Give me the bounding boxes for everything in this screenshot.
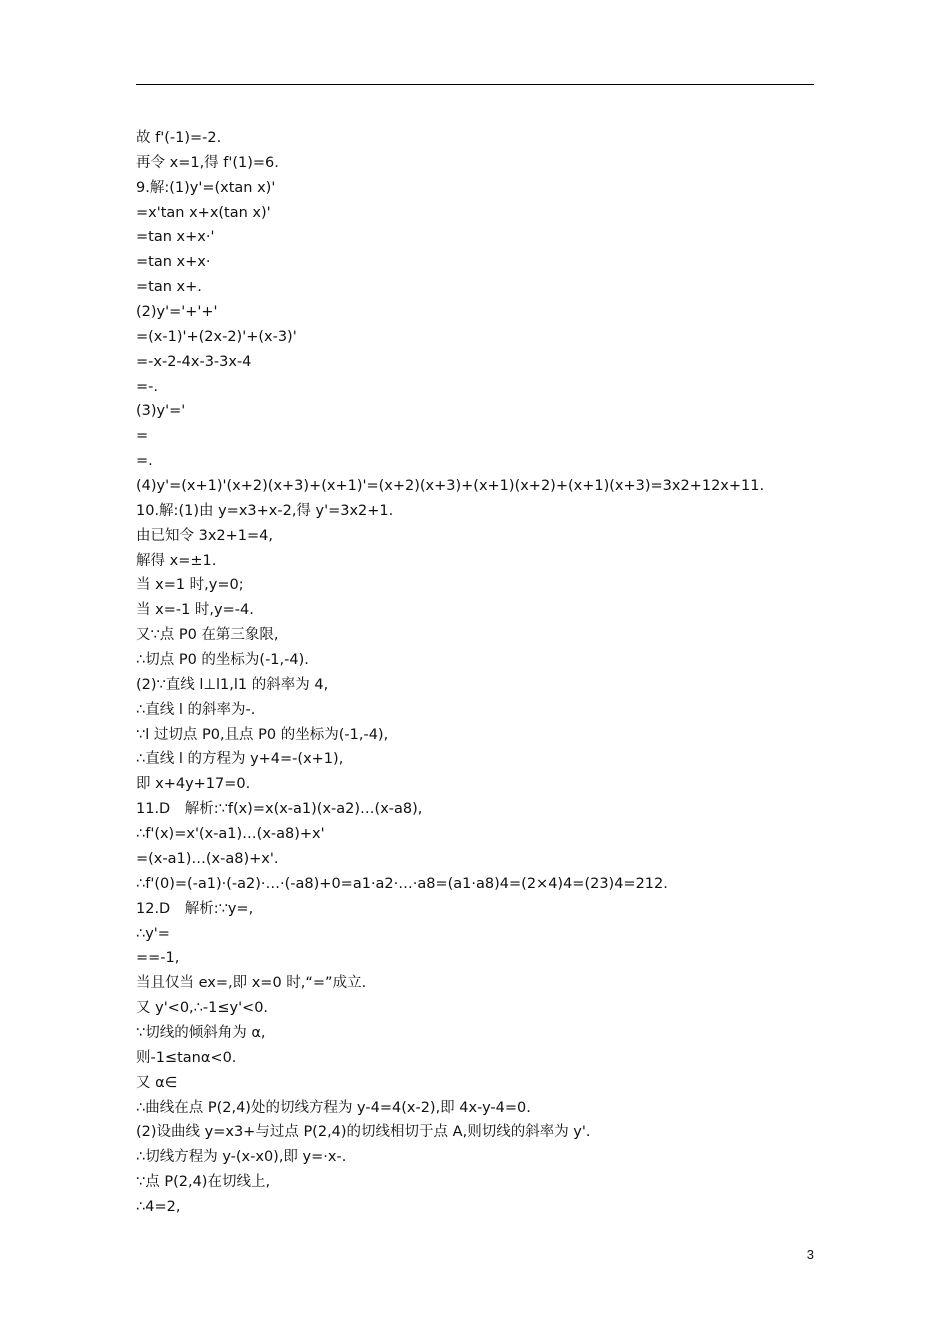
text-line: (2)设曲线 y=x3+与过点 P(2,4)的切线相切于点 A,则切线的斜率为 y'. xyxy=(136,1124,591,1141)
header-rule xyxy=(136,84,814,85)
text-line: ∴4=2, xyxy=(136,1198,181,1215)
text-line: (2)y'='+'+' xyxy=(136,304,218,321)
text-line: (4)y'=(x+1)'(x+2)(x+3)+(x+1)'=(x+2)(x+3)+(x+1)(x+2)+(x+1)(x+3)=3x2+12x+11. xyxy=(136,478,765,495)
text-line: 即 x+4y+17=0. xyxy=(136,776,251,793)
text-line: 又∵点 P0 在第三象限, xyxy=(136,627,279,644)
text-line: ∴f'(x)=x'(x-a1)…(x-a8)+x' xyxy=(136,826,325,843)
text-line: ∴曲线在点 P(2,4)处的切线方程为 y-4=4(x-2),即 4x-y-4=0. xyxy=(136,1099,531,1116)
text-line: ∵点 P(2,4)在切线上, xyxy=(136,1174,271,1191)
text-line: ∴f'(0)=(-a1)·(-a2)·…·(-a8)+0=a1·a2·…·a8=(a1·a8)4=(2×4)4=(23)4=212. xyxy=(136,875,668,892)
text-line: ∴切线方程为 y-(x-x0),即 y=·x-. xyxy=(136,1149,347,1166)
text-line: 再令 x=1,得 f'(1)=6. xyxy=(136,154,279,171)
text-line: ∴直线 l 的方程为 y+4=-(x+1), xyxy=(136,751,344,768)
text-line: 故 f'(-1)=-2. xyxy=(136,130,222,146)
text-line: (2)∵直线 l⊥l1,l1 的斜率为 4, xyxy=(136,676,329,693)
text-line: 当 x=-1 时,y=-4. xyxy=(136,602,254,619)
text-line: 又 y'<0,∴-1≤y'<0. xyxy=(136,1000,269,1017)
text-line: ∴切点 P0 的坐标为(-1,-4). xyxy=(136,652,309,669)
text-line: ==-1, xyxy=(136,950,180,967)
text-line: 由已知令 3x2+1=4, xyxy=(136,527,273,544)
text-line: =(x-1)'+(2x-2)'+(x-3)' xyxy=(136,328,297,345)
text-line: =(x-a1)…(x-a8)+x'. xyxy=(136,850,279,867)
text-line: =-. xyxy=(136,378,158,395)
text-line: =tan x+x· xyxy=(136,254,211,271)
text-line: ∴直线 l 的斜率为-. xyxy=(136,701,256,718)
text-line: ∵切线的倾斜角为 α, xyxy=(136,1024,266,1041)
text-line: =tan x+x·' xyxy=(136,229,215,246)
text-line: 当 x=1 时,y=0; xyxy=(136,577,244,594)
text-line: (3)y'=' xyxy=(136,403,186,420)
page-number: 3 xyxy=(806,1247,814,1262)
text-line: ∴y'= xyxy=(136,925,170,942)
text-line: = xyxy=(136,428,149,445)
text-line: 解得 x=±1. xyxy=(136,552,217,569)
text-line: =tan x+. xyxy=(136,279,202,296)
text-line: 11.D 解析:∵f(x)=x(x-a1)(x-a2)…(x-a8), xyxy=(136,801,423,818)
document-body xyxy=(136,126,816,1220)
text-line: =-x-2-4x-3-3x-4 xyxy=(136,353,252,370)
text-line: 当且仅当 ex=,即 x=0 时,“=”成立. xyxy=(136,975,367,992)
text-line: 10.解:(1)由 y=x3+x-2,得 y'=3x2+1. xyxy=(136,502,394,519)
text-line: ∵l 过切点 P0,且点 P0 的坐标为(-1,-4), xyxy=(136,726,389,743)
text-line: 则-1≤tanα<0. xyxy=(136,1049,237,1066)
text-line: 又 α∈ xyxy=(136,1074,178,1091)
text-line: 12.D 解析:∵y=, xyxy=(136,900,254,917)
text-line: =. xyxy=(136,453,153,470)
text-line: 9.解:(1)y'=(xtan x)' xyxy=(136,179,276,196)
text-line: =x'tan x+x(tan x)' xyxy=(136,204,271,221)
